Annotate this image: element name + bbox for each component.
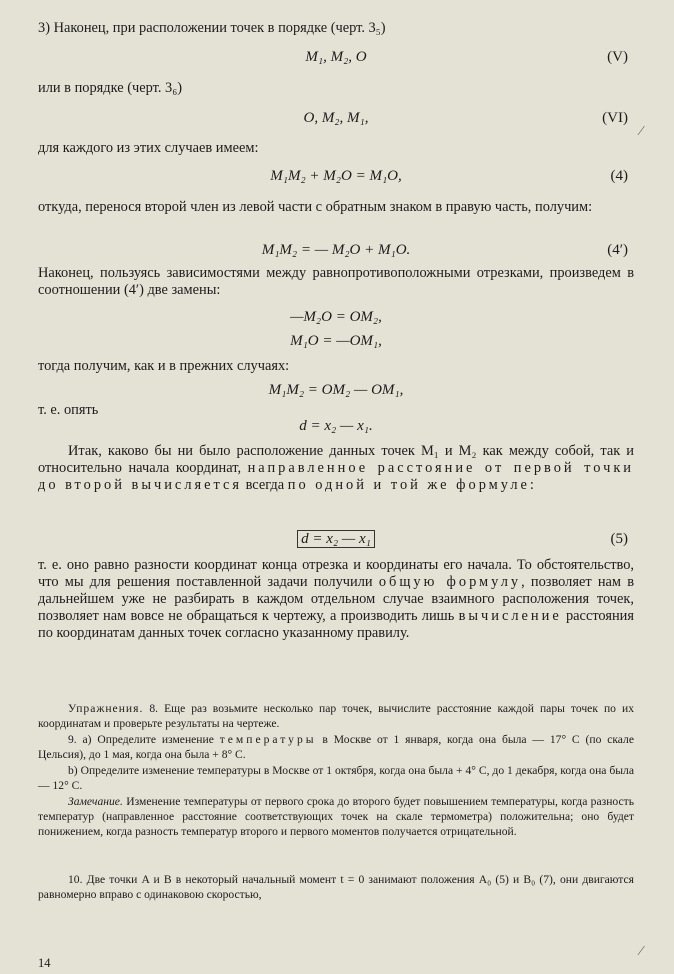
margin-pencil-mark: ⁄ [640,124,643,139]
equation-4-prime [38,242,634,262]
equation-v-formula: M₁, M₂, O [305,49,367,65]
page-number: 14 [38,956,51,970]
equation-vi [38,110,634,130]
exercise-8-text: 8. Еще раз возьмите несколько пар точек, вычислите расстояние каждой пары точек по их координатам и проверьте результаты на чертеже. [38,702,634,730]
paragraph-then: тогда получим, как и в прежних случаях: [38,358,290,374]
conclusion-spaced-1: направленное расстояние от первой точки до второй вычисляется [38,460,635,493]
equation-vi-number: (VI) [602,110,628,126]
equation-5-number: (5) [610,531,628,547]
exercises-heading: Упражнения. [68,702,144,715]
exercise-10: 10. Две точки A и B в некоторый начальный момент t = 0 занимают положения A₀ (5) и B₀ (7), они двигаются равномерно вправо с одинаковою скоростью, [38,873,634,901]
remark-label: Замечание. [68,795,123,808]
final-spaced-2: вычисление [458,608,562,624]
paragraph-each-case: для каждого из этих случаев имеем: [38,140,259,156]
final-text-c: расстояния по координатам данных точек согласно указанному правилу. [38,608,634,641]
final-text-b: , позволяет нам в дальнейшем уже не разбирать в каждом отдельном случае взаимного расположения точек, позволяет нам вовсе не обращаться к чертежу, а производить лишь [38,574,635,624]
paragraph-finally: Наконец, пользуясь зависимостями между равнопротивоположными отрезками, произведем в соотношении (4′) две замены: [38,265,634,298]
equation-result [38,382,634,402]
exercise-8 [38,702,634,732]
conclusion-spaced-2: по одной и той же формуле: [287,477,537,493]
equation-4-prime-number: (4′) [607,242,628,258]
final-spaced-1: общую формулу [378,574,522,590]
paragraph-final [38,557,634,642]
exercise-9a-spaced: температуры [219,733,317,746]
equation-4-formula: M₁M₂ + M₂O = M₁O, [270,168,402,184]
replacement-1-formula: —M₂O = OM₂, [290,309,382,325]
equation-4-prime-formula: M₁M₂ = — M₂O + M₁O. [261,242,411,258]
equation-replacement-1 [38,309,634,329]
conclusion-text-a: Итак, каково бы ни было расположение данных точек M₁ и M₂ как между собой, так и относительно начала координат, [38,443,634,476]
equation-4-number: (4) [610,168,628,184]
final-text-a: т. е. оно равно разности координат конца отрезка и координаты его начала. То обстоятельство, что мы для решения поставленной задачи получили [38,557,634,590]
equation-vi-formula: O, M₂, M₁, [303,110,369,126]
equation-replacement-2 [38,333,634,353]
replacement-2-formula: M₁O = —OM₁, [290,333,382,349]
paragraph-or: или в порядке (черт. 3₆) [38,80,183,96]
exercise-9b: b) Определите изменение температуры в Москве от 1 октября, когда она была + 4° C, до 1 декабря, когда она была — 12° C. [38,764,634,792]
paragraph-intro: 3) Наконец, при расположении точек в порядке (черт. 3₅) [38,20,386,36]
equation-5-box: d = x₂ — x₁ [297,530,375,548]
equation-d [38,418,634,438]
paragraph-ie: т. е. опять [38,402,99,418]
remark [38,795,634,839]
conclusion-text-b: всегда [241,477,288,493]
exercise-9a [38,733,634,763]
paragraph-conclusion [38,443,634,494]
equation-v [38,49,634,69]
equation-5-formula [38,531,634,548]
equation-5 [38,531,634,551]
equation-d-formula: d = x₂ — x₁. [299,418,373,434]
exercise-9a-text-b: в Москве от 1 января, когда она была — 17° C (по скале Цельсия), до 1 мая, когда она была + 8° C. [38,733,634,761]
equation-result-formula: M₁M₂ = OM₂ — OM₁, [268,382,404,398]
equation-4 [38,168,634,188]
remark-text: Изменение температуры от первого срока до второго будет повышением температуры, когда разность температур (направленное расстояние соответствующих точек на скале термометра) положительна; оно будет понижением, когда разность температур второго и первого моментов получается отрицательной. [38,795,634,838]
paragraph-whence: откуда, перенося второй член из левой части с обратным знаком в правую часть, получим: [38,199,593,215]
equation-v-number: (V) [607,49,628,65]
exercise-9a-text-a: 9. a) Определите изменение [68,733,220,746]
corner-pencil-mark: ⁄ [640,944,643,959]
